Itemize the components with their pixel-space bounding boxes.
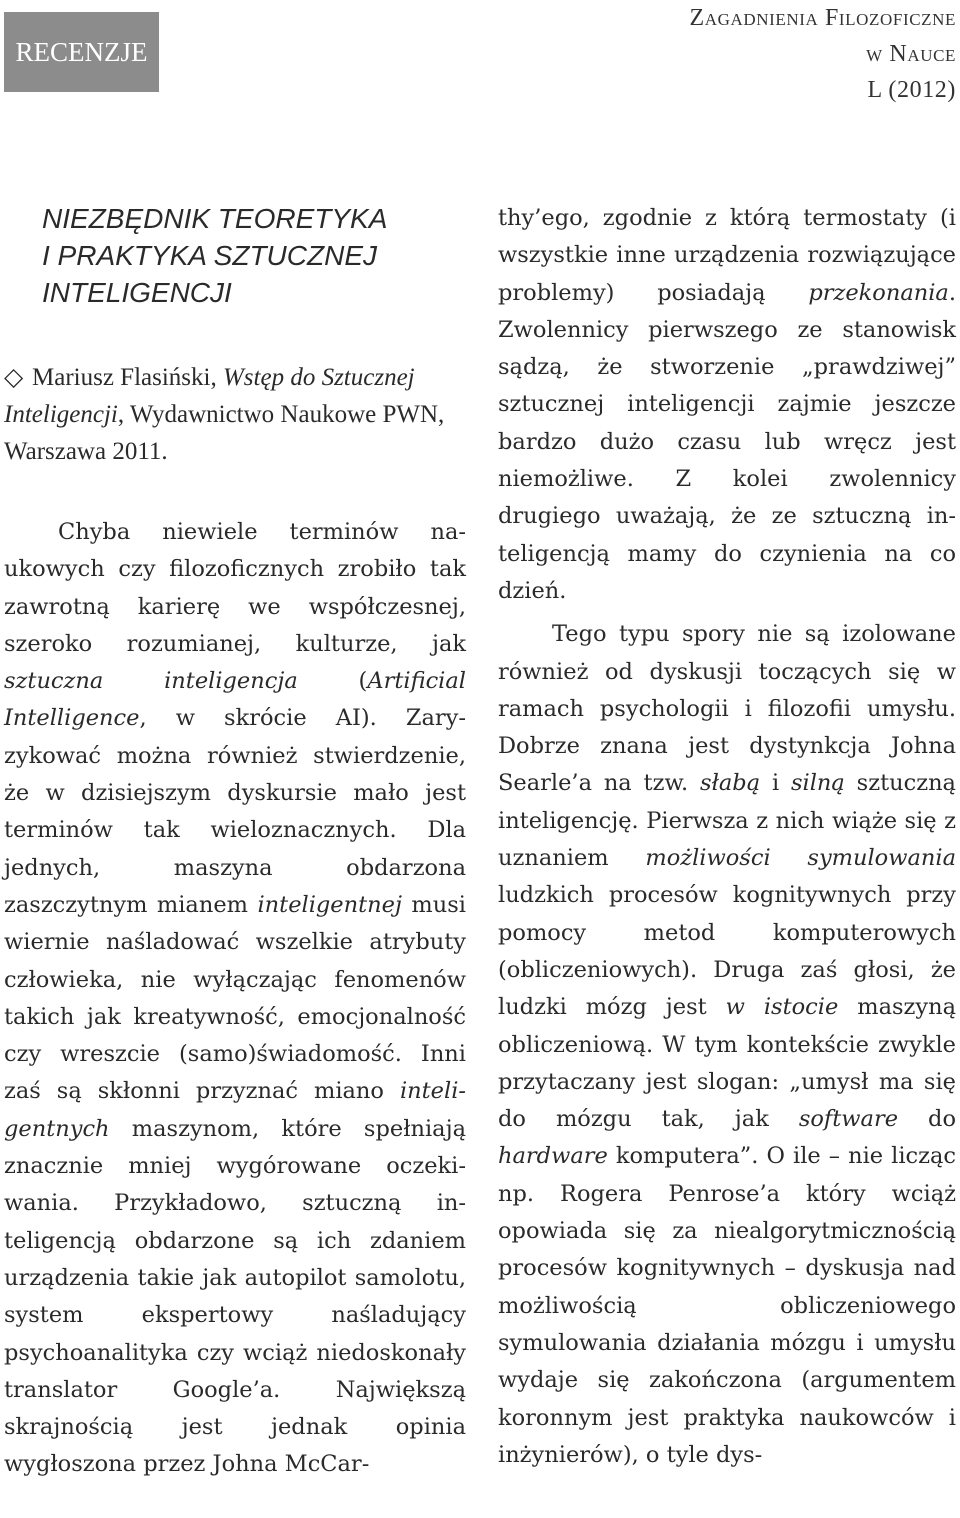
italic-run: inteligentnych (4, 1078, 466, 1142)
text-run: i (760, 770, 791, 797)
text-run: do (898, 1106, 956, 1133)
italic-run: możliwości symulowania (645, 845, 956, 872)
right-column (498, 200, 956, 1474)
review-title-line1: NIEZBĘDNIK TEORETYKA (42, 203, 388, 234)
book-title: Wstęp do Sztucznej Inteligencji (4, 364, 415, 428)
journal-header (689, 0, 956, 108)
book-reference (4, 359, 466, 470)
italic-run: słabą (700, 770, 761, 797)
italic-run: hardware (498, 1143, 608, 1170)
body-paragraph-2 (498, 616, 956, 1474)
review-title-line3: INTELIGENCJI (42, 277, 232, 308)
book-author: Mariusz Flasiński, (32, 364, 223, 391)
italic-run: silną (790, 770, 845, 797)
italic-run: inteligentnej (257, 891, 402, 918)
review-title (42, 200, 466, 311)
journal-title-line1: Zagadnienia Filozoficzne (689, 5, 956, 31)
text-run: maszyną obliczeniową. W tym kontekście zwykle przytaczany jest slogan: „umysł ma się do mózgu tak, jak (498, 994, 957, 1133)
text-run: musi wiernie naśladować wszelkie atrybuty człowieka, nie wyłączając fenomenów takich jak kreatywność, emocjonalność czy wreszcie (samo)świadomość. Inni zaś są skłonni przyznać miano (4, 891, 466, 1105)
text-run: maszynom, które spełniają znacznie mniej wygórowane oczekiwania. Przykładowo, sztuczną inteligencją obdarzone są ich zdaniem urządzenia takie jak autopilot samolotu, system ekspertowy naśladujący psychoanalityka czy wciąż niedoskonały translator Google’a. Największą skrajnością jest jednak opinia wygłoszona przez Johna McCar- (4, 1115, 466, 1478)
section-badge: RECENZJE (4, 12, 159, 92)
italic-run: przekonania (808, 279, 949, 306)
journal-volume: L (2012) (867, 77, 956, 103)
italic-run: w istocie (725, 994, 839, 1021)
review-title-line2: I PRAKTYKA SZTUCZNEJ (42, 240, 378, 271)
book-publisher: , Wydawnictwo Naukowe PWN, Warszawa 2011. (4, 401, 445, 465)
text-run: komputera”. O ile – nie licząc np. Rogera Penrose’a który wciąż opowiada się za niealgorytmicznością procesów kognitywnych – dyskusja nad możliwością obliczeniowego symulowania działania mózgu i umysłu wydaje się zakończona (argumentem koronnym jest praktyka naukowców i inżynierów), o tyle dys- (498, 1143, 956, 1468)
body-paragraph-1 (4, 514, 466, 1484)
text-run: thy’ego, zgodnie z którą termostaty (i wszystkie inne urządzenia rozwiązujące problemy) posiadają (498, 205, 956, 306)
italic-run: software (798, 1106, 899, 1133)
italic-run: Artificial Intelligence (4, 668, 466, 732)
text-run: sztuczną inteligencję. Pierwsza z nich wiąże się z uznaniem (498, 770, 956, 872)
left-column (4, 200, 466, 1484)
text-run: ludzkich procesów kognitywnych przy pomocy metod komputerowych (obliczeniowych). Druga zaś głosi, że ludzki mózg jest (498, 882, 956, 1021)
text-run: ( (297, 668, 368, 695)
italic-run: sztuczna inteligencja (4, 668, 298, 695)
text-run: Tego typu spory nie są izolowane również od dyskusji toczących się w ramach psychologii i filozofii umysłu. Dobrze znana jest dystynkcja Johna Searle’a na tzw. (498, 621, 956, 797)
body-paragraph-1-continued (498, 200, 956, 610)
text-run: Chyba niewiele terminów naukowych czy filozoficznych zrobiło tak zawrotną karierę we współczesnej, szeroko rozumianej, kulturze, jak (4, 519, 466, 657)
text-run: , w skrócie AI). Zaryzykować można również stwierdzenie, że w dzisiejszym dyskursie mało jest terminów tak wieloznacznych. Dla jednych, maszyna obdarzona zaszczytnym mianem (4, 705, 466, 918)
diamond-icon: ◇ (4, 364, 24, 391)
journal-title-line2: w Nauce (866, 41, 956, 67)
text-run: . Zwolennicy pierwszego ze stanowisk sądzą, że stworzenie „prawdziwej” sztucznej inteligencji zajmie jeszcze bardzo dużo czasu lub wręcz jest niemożliwe. Z kolei zwolennicy drugiego uważają, że ze sztuczną inteligencją mamy do czynienia na co dzień. (498, 279, 956, 604)
